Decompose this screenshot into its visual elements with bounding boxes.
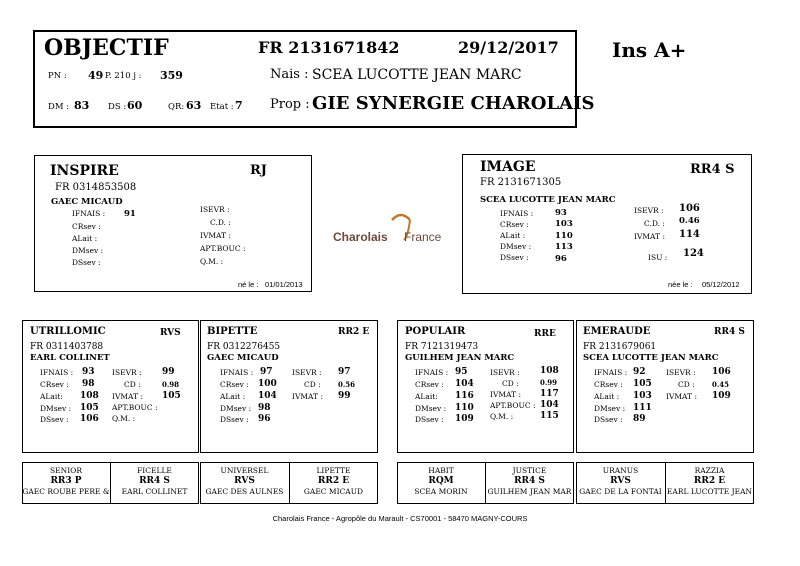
gp4-ifnais-label: IFNAIS :: [594, 368, 628, 377]
ggp-name: SENIOR: [50, 466, 82, 475]
dam-name: IMAGE: [480, 159, 536, 175]
gp4-isevr-value: 106: [712, 367, 731, 377]
dm-value: 83: [74, 99, 90, 112]
logo-text-charolais: Charolais: [333, 230, 388, 244]
grandparent-id: FR 7121319473: [405, 342, 479, 352]
dam-crsev-label: CRsev :: [500, 220, 529, 229]
ggp-cell-6: [485, 466, 574, 496]
ggp-name: LIPETTE: [316, 466, 351, 475]
gp1-alait-value: 108: [80, 391, 99, 401]
gp4-dmsev-label: DMsev :: [594, 404, 626, 413]
ggp-cell-7: [576, 466, 665, 496]
sire-isevr-label: ISEVR :: [200, 205, 230, 214]
logo-text-france: France: [404, 230, 442, 244]
dam-ivmat-label: IVMAT :: [634, 232, 665, 241]
qr-label: QR:: [168, 102, 185, 112]
dam-born-label: née le :: [668, 280, 693, 289]
dam-cd-label: C.D. :: [644, 219, 665, 228]
dam-ivmat-value: 114: [679, 229, 700, 240]
dam-ifnais-label: IFNAIS :: [500, 209, 534, 218]
grandparent-grade: RVS: [160, 328, 181, 338]
grandparent-name: POPULAIR: [405, 326, 466, 337]
gp1-cd-label: CD :: [124, 380, 141, 389]
dam-isevr-value: 106: [679, 203, 700, 214]
gp2-dssev-label: DSsev :: [220, 415, 249, 424]
ggp-breeder: GAEC MICAUD: [303, 487, 364, 496]
etat-label: Etat :: [210, 102, 234, 112]
qr-value: 63: [186, 99, 202, 112]
gp4-crsev-label: CRsev :: [594, 380, 623, 389]
ggp-name: FICELLE: [137, 466, 172, 475]
animal-index: Ins A+: [612, 38, 687, 62]
dam-born-date: 05/12/2012: [702, 280, 740, 289]
gp4-cd-value: 0.45: [712, 380, 730, 389]
gp2-ifnais-label: IFNAIS :: [220, 368, 254, 377]
grandparent-id: FR 0311403788: [30, 342, 104, 352]
gp1-ivmat-value: 105: [162, 391, 181, 401]
pn-value: 49: [88, 69, 104, 82]
gp1-qm-label: Q.M. :: [112, 414, 136, 423]
gp1-isevr-value: 99: [162, 367, 175, 377]
gp1-alait-label: ALait:: [40, 392, 63, 401]
dam-alait-label: ALait :: [500, 231, 526, 240]
ggp-name: RAZZIA: [694, 466, 725, 475]
gp2-ivmat-value: 99: [338, 391, 351, 401]
sire-ifnais-label: IFNAIS :: [72, 209, 106, 218]
gp2-ifnais-value: 97: [260, 367, 273, 377]
sire-aptbouc-label: APT.BOUC :: [200, 244, 246, 253]
gp2-dmsev-label: DMsev :: [220, 404, 252, 413]
gp3-dssev-label: DSsev :: [415, 415, 444, 424]
gp3-qm-label: Q.M. :: [490, 412, 514, 421]
gp3-alait-value: 116: [455, 391, 474, 401]
p210-value: 359: [160, 69, 183, 82]
sire-alait-label: ALait :: [72, 234, 98, 243]
grandparent-breeder: SCEA LUCOTTE JEAN MARC: [583, 353, 719, 363]
gp2-ivmat-label: IVMAT :: [292, 392, 323, 401]
gp4-crsev-value: 105: [633, 379, 652, 389]
gp3-alait-label: ALait:: [415, 392, 438, 401]
gp4-dssev-label: DSsev :: [594, 415, 623, 424]
gp2-crsev-value: 100: [258, 379, 277, 389]
ggp-grade: RR3 P: [50, 476, 82, 486]
sire-born-date: 01/01/2013: [265, 280, 303, 289]
dam-alait-value: 110: [555, 231, 573, 241]
gp3-aptbouc-label: APT.BOUC :: [490, 401, 536, 410]
gp3-isevr-label: ISEVR :: [490, 368, 520, 377]
grandparent-grade: RR4 S: [714, 327, 745, 337]
sire-crsev-label: CRsev :: [72, 222, 101, 231]
etat-value: 7: [235, 99, 243, 112]
gp3-ifnais-label: IFNAIS :: [415, 368, 449, 377]
gp1-ivmat-label: IVMAT :: [112, 392, 143, 401]
grandparent-breeder: GUILHEM JEAN MARC: [405, 353, 515, 363]
dam-grade: RR4 S: [690, 162, 735, 177]
nais-label: Nais :: [270, 67, 309, 82]
ggp-grade: RR4 S: [139, 476, 170, 486]
dam-id: FR 2131671305: [480, 177, 562, 188]
gp2-cd-label: CD :: [304, 380, 321, 389]
gp3-isevr-value: 108: [540, 366, 559, 376]
ggp-name: JUSTICE: [512, 466, 547, 475]
gp3-ivmat-value: 117: [540, 389, 559, 399]
sire-born-label: né le :: [238, 280, 259, 289]
gp4-dmsev-value: 111: [633, 403, 652, 413]
grandparent-name: BIPETTE: [207, 326, 258, 337]
ggp-breeder: GAEC ROUBE PERE &: [22, 487, 110, 496]
gp3-crsev-label: CRsev :: [415, 380, 444, 389]
dam-ifnais-value: 93: [555, 208, 567, 218]
ggp-grade: RVS: [234, 476, 255, 486]
gp3-cd-label: CD :: [502, 379, 519, 388]
sire-breeder: GAEC MICAUD: [51, 197, 123, 207]
dam-isu-value: 124: [683, 248, 704, 259]
ggp-breeder: SCEA MORIN: [414, 487, 468, 496]
dam-dmsev-value: 113: [555, 242, 573, 252]
dam-isu-label: ISU :: [648, 253, 668, 262]
gp3-aptbouc-value: 104: [540, 400, 559, 410]
ggp-grade: RVS: [610, 476, 631, 486]
sire-cd-label: C.D. :: [210, 218, 231, 227]
gp4-ifnais-value: 92: [633, 367, 646, 377]
sire-dmsev-label: DMsev :: [72, 246, 104, 255]
gp3-ifnais-value: 95: [455, 367, 468, 377]
pn-label: PN :: [48, 71, 67, 81]
sire-qm-label: Q.M. :: [200, 257, 224, 266]
page-title: OBJECTIF: [44, 35, 169, 61]
gp1-crsev-value: 98: [82, 379, 95, 389]
gp1-aptbouc-label: APT.BOUC :: [112, 403, 158, 412]
ggp-cell-5: [397, 466, 485, 496]
gp1-isevr-label: ISEVR :: [112, 368, 142, 377]
sire-grade: RJ: [250, 163, 267, 178]
gp2-isevr-label: ISEVR :: [292, 368, 322, 377]
ds-value: 60: [127, 99, 143, 112]
footer-address: Charolais France - Agropôle du Marault - CS70001 - 58470 MAGNY-COURS: [272, 514, 528, 523]
grandparent-grade: RRE: [534, 329, 556, 339]
grandparent-name: UTRILLOMIC: [30, 326, 106, 337]
ggp-grade: RQM: [428, 476, 454, 486]
ggp-cell-3: [200, 466, 289, 496]
grandparent-id: FR 0312276455: [207, 342, 281, 352]
dam-dmsev-label: DMsev :: [500, 242, 532, 251]
ggp-name: URANUS: [602, 466, 639, 475]
ggp-breeder: EARL COLLINET: [121, 487, 188, 496]
gp2-isevr-value: 97: [338, 367, 351, 377]
gp4-isevr-label: ISEVR :: [666, 368, 696, 377]
gp1-dssev-label: DSsev :: [40, 415, 69, 424]
gp4-alait-label: ALait :: [594, 392, 620, 401]
ggp-grade: RR4 S: [514, 476, 545, 486]
gp3-crsev-value: 104: [455, 379, 474, 389]
ggp-name: UNIVERSEL: [220, 466, 269, 475]
ggp-grade: RR2 E: [693, 476, 726, 486]
gp2-alait-value: 104: [258, 391, 277, 401]
dam-isevr-label: ISEVR :: [634, 206, 664, 215]
gp1-cd-value: 0.98: [162, 380, 180, 389]
grandparent-name: EMERAUDE: [583, 326, 651, 337]
p210-label: P. 210 j :: [105, 71, 142, 81]
sire-ivmat-label: IVMAT :: [200, 231, 231, 240]
prop-label: Prop :: [270, 97, 310, 112]
ggp-cell-8: [665, 466, 754, 496]
grandparent-id: FR 2131679061: [583, 342, 657, 352]
gp3-dmsev-label: DMsev :: [415, 404, 447, 413]
dm-label: DM :: [48, 102, 70, 112]
gp3-qm-value: 115: [540, 411, 559, 421]
gp4-ivmat-value: 109: [712, 391, 731, 401]
ggp-cell-4: [289, 466, 378, 496]
prop-value: GIE SYNERGIE CHAROLAIS: [312, 93, 595, 114]
gp2-crsev-label: CRsev :: [220, 380, 249, 389]
ggp-cell-2: [110, 466, 199, 496]
gp1-crsev-label: CRsev :: [40, 380, 69, 389]
grandparent-grade: RR2 E: [338, 327, 370, 337]
ggp-breeder: GAEC DE LA FONTAI: [579, 487, 662, 496]
grandparent-breeder: GAEC MICAUD: [207, 353, 279, 363]
ggp-breeder: GAEC DES AULNES: [205, 487, 284, 496]
gp3-dssev-value: 109: [455, 414, 474, 424]
gp1-dmsev-label: DMsev :: [40, 404, 72, 413]
gp4-alait-value: 103: [633, 391, 652, 401]
gp2-alait-label: ALait :: [220, 392, 246, 401]
dam-cd-value: 0.46: [679, 216, 700, 226]
ggp-name: HABIT: [428, 466, 454, 475]
gp4-dssev-value: 89: [633, 414, 646, 424]
dam-crsev-value: 103: [555, 219, 573, 229]
gp3-cd-value: 0.99: [540, 378, 558, 387]
gp2-dmsev-value: 98: [258, 403, 271, 413]
ggp-breeder: EARL LUCOTTE JEAN: [666, 487, 753, 496]
ggp-breeder: GUILHEM JEAN MAR: [487, 487, 572, 496]
dam-breeder: SCEA LUCOTTE JEAN MARC: [480, 195, 616, 205]
gp2-dssev-value: 96: [258, 414, 271, 424]
sire-ifnais-value: 91: [124, 209, 136, 219]
gp4-ivmat-label: IVMAT :: [666, 392, 697, 401]
gp1-ifnais-label: IFNAIS :: [40, 368, 74, 377]
dam-dssev-label: DSsev :: [500, 253, 529, 262]
ds-label: DS :: [108, 102, 127, 112]
sire-dssev-label: DSsev :: [72, 258, 101, 267]
gp3-ivmat-label: IVMAT :: [490, 390, 521, 399]
sire-name: INSPIRE: [50, 163, 119, 179]
sire-id: FR 0314853508: [55, 182, 137, 193]
nais-value: SCEA LUCOTTE JEAN MARC: [312, 67, 522, 83]
animal-date: 29/12/2017: [458, 38, 559, 57]
grandparent-breeder: EARL COLLINET: [30, 353, 110, 363]
ggp-cell-1: [22, 466, 110, 496]
gp1-ifnais-value: 93: [82, 367, 95, 377]
gp3-dmsev-value: 110: [455, 403, 474, 413]
charolais-france-logo: [330, 210, 450, 250]
gp4-cd-label: CD :: [678, 380, 695, 389]
animal-id: FR 2131671842: [258, 38, 400, 57]
dam-dssev-value: 96: [555, 254, 567, 264]
ggp-grade: RR2 E: [317, 476, 350, 486]
gp1-dmsev-value: 105: [80, 403, 99, 413]
gp1-dssev-value: 106: [80, 414, 99, 424]
gp2-cd-value: 0.56: [338, 380, 356, 389]
